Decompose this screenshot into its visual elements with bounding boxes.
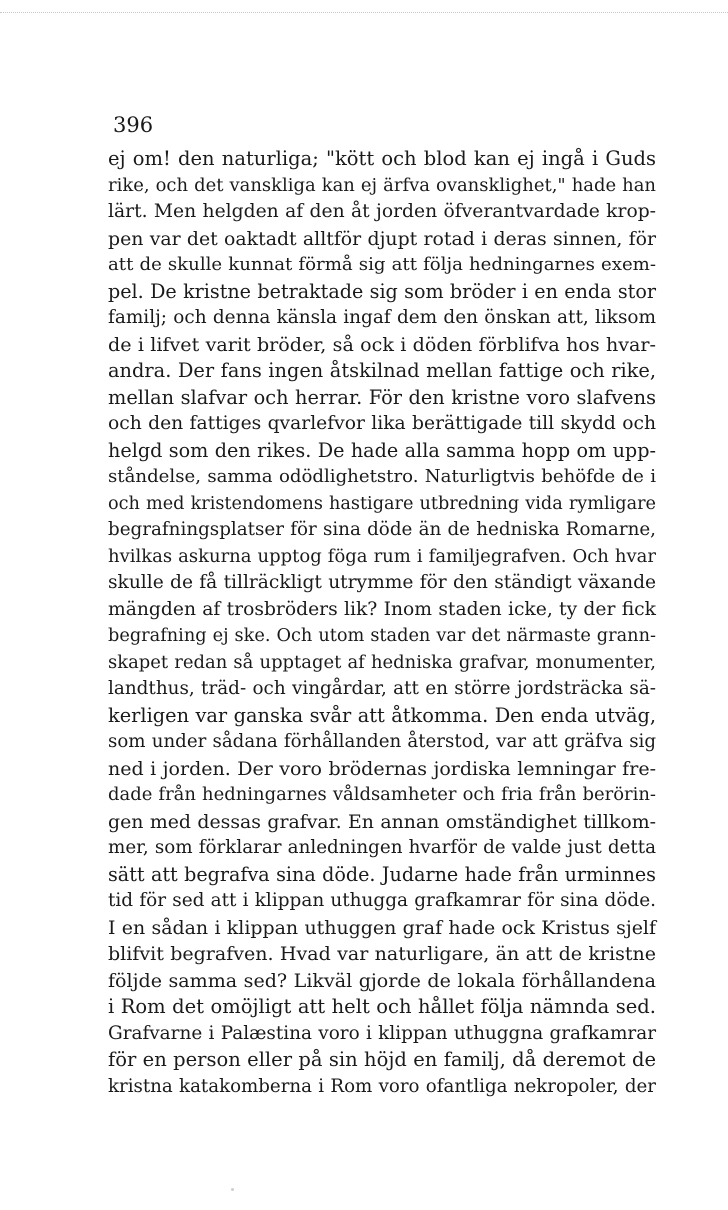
text-line: tid för sed att i klippan uthugga grafkamrar för sina döde.	[108, 890, 656, 911]
text-line: följde samma sed? Likväl gjorde de lokala förhållandena	[108, 969, 656, 992]
text-line: andra. Der fans ingen åtskilnad mellan fattige och rike,	[108, 359, 656, 382]
scan-edge	[0, 12, 728, 13]
text-line: familj; och denna känsla ingaf dem den önskan att, liksom	[108, 307, 656, 328]
body-text	[108, 146, 656, 1100]
text-line: de i lifvet varit bröder, så ock i döden förblifva hos hvar-	[108, 333, 656, 356]
text-line: att de skulle kunnat förmå sig att följa hedningarnes exem-	[108, 254, 656, 275]
paper-speck	[231, 1188, 234, 1191]
text-line: skulle de få tillräckligt utrymme för den ständigt växande	[108, 572, 656, 593]
text-line: Grafvarne i Palæstina voro i klippan uthuggna grafkamrar	[108, 1022, 656, 1044]
text-line: dade från hedningarnes våldsamheter och fria från berörin-	[108, 784, 656, 805]
text-line: lärt. Men helgden af den åt jorden öfverantvardade krop-	[108, 201, 656, 222]
text-line: och den fattiges qvarlefvor lika berättigade till skydd och	[108, 413, 656, 434]
text-line: gen med dessas grafvar. En annan omständighet tillkom-	[108, 810, 656, 833]
text-line: hvilkas askurna upptog föga rum i familjegrafven. Och hvar	[108, 545, 656, 567]
text-line: ned i jorden. Der voro brödernas jordiska lemningar fre-	[108, 757, 656, 780]
text-line: sätt att begrafva sina döde. Judarne hade från urminnes	[108, 862, 656, 886]
text-line: blifvit begrafven. Hvad var naturligare, än att de kristne	[108, 943, 656, 965]
text-line: rike, och det vanskliga kan ej ärfva ovansklighet," hade han	[108, 174, 656, 196]
text-line: skapet redan så upptaget af hedniska grafvar, monumenter,	[108, 651, 656, 673]
text-line: helgd som den rikes. De hade alla samma hopp om upp-	[108, 438, 656, 462]
text-line: landthus, träd- och vingårdar, att en större jordsträcka sä-	[108, 678, 656, 699]
text-line: kerligen var ganska svår att åtkomma. Den enda utväg,	[108, 703, 656, 727]
text-line: i Rom det omöjligt att helt och hållet följa nämnda sed.	[108, 995, 656, 1018]
text-line: som under sådana förhållanden återstod, var att gräfva sig	[108, 731, 656, 752]
text-line: begrafningsplatser för sina döde än de hedniska Romarne,	[108, 519, 656, 540]
text-line: I en sådan i klippan uthuggen graf hade ock Kristus sjelf	[108, 916, 656, 939]
text-line: ståndelse, samma odödlighetstro. Naturligtvis behöfde de i	[108, 466, 656, 487]
text-line: pel. De kristne betraktade sig som bröder i en enda stor	[108, 279, 656, 303]
text-line: kristna katakomberna i Rom voro ofantliga nekropoler, der	[108, 1075, 656, 1097]
text-line: ej om! den naturliga; "kött och blod kan ej ingå i Guds	[108, 147, 656, 170]
text-line: mängden af trosbröders lik? Inom staden icke, ty der fick	[108, 598, 656, 620]
text-line: och med kristendomens hastigare utbredning vida rymligare	[108, 493, 656, 514]
text-line: för en person eller på sin höjd en familj, då deremot de	[108, 1048, 656, 1071]
text-line: mellan slafvar och herrar. För den kristne voro slafvens	[108, 385, 656, 409]
page-number: 396	[113, 113, 154, 137]
text-line: pen var det oaktadt alltför djupt rotad i deras sinnen, för	[108, 227, 656, 250]
text-line: mer, som förklarar anledningen hvarför de valde just detta	[108, 837, 656, 858]
text-line: begrafning ej ske. Och utom staden var det närmaste grann-	[108, 626, 656, 646]
